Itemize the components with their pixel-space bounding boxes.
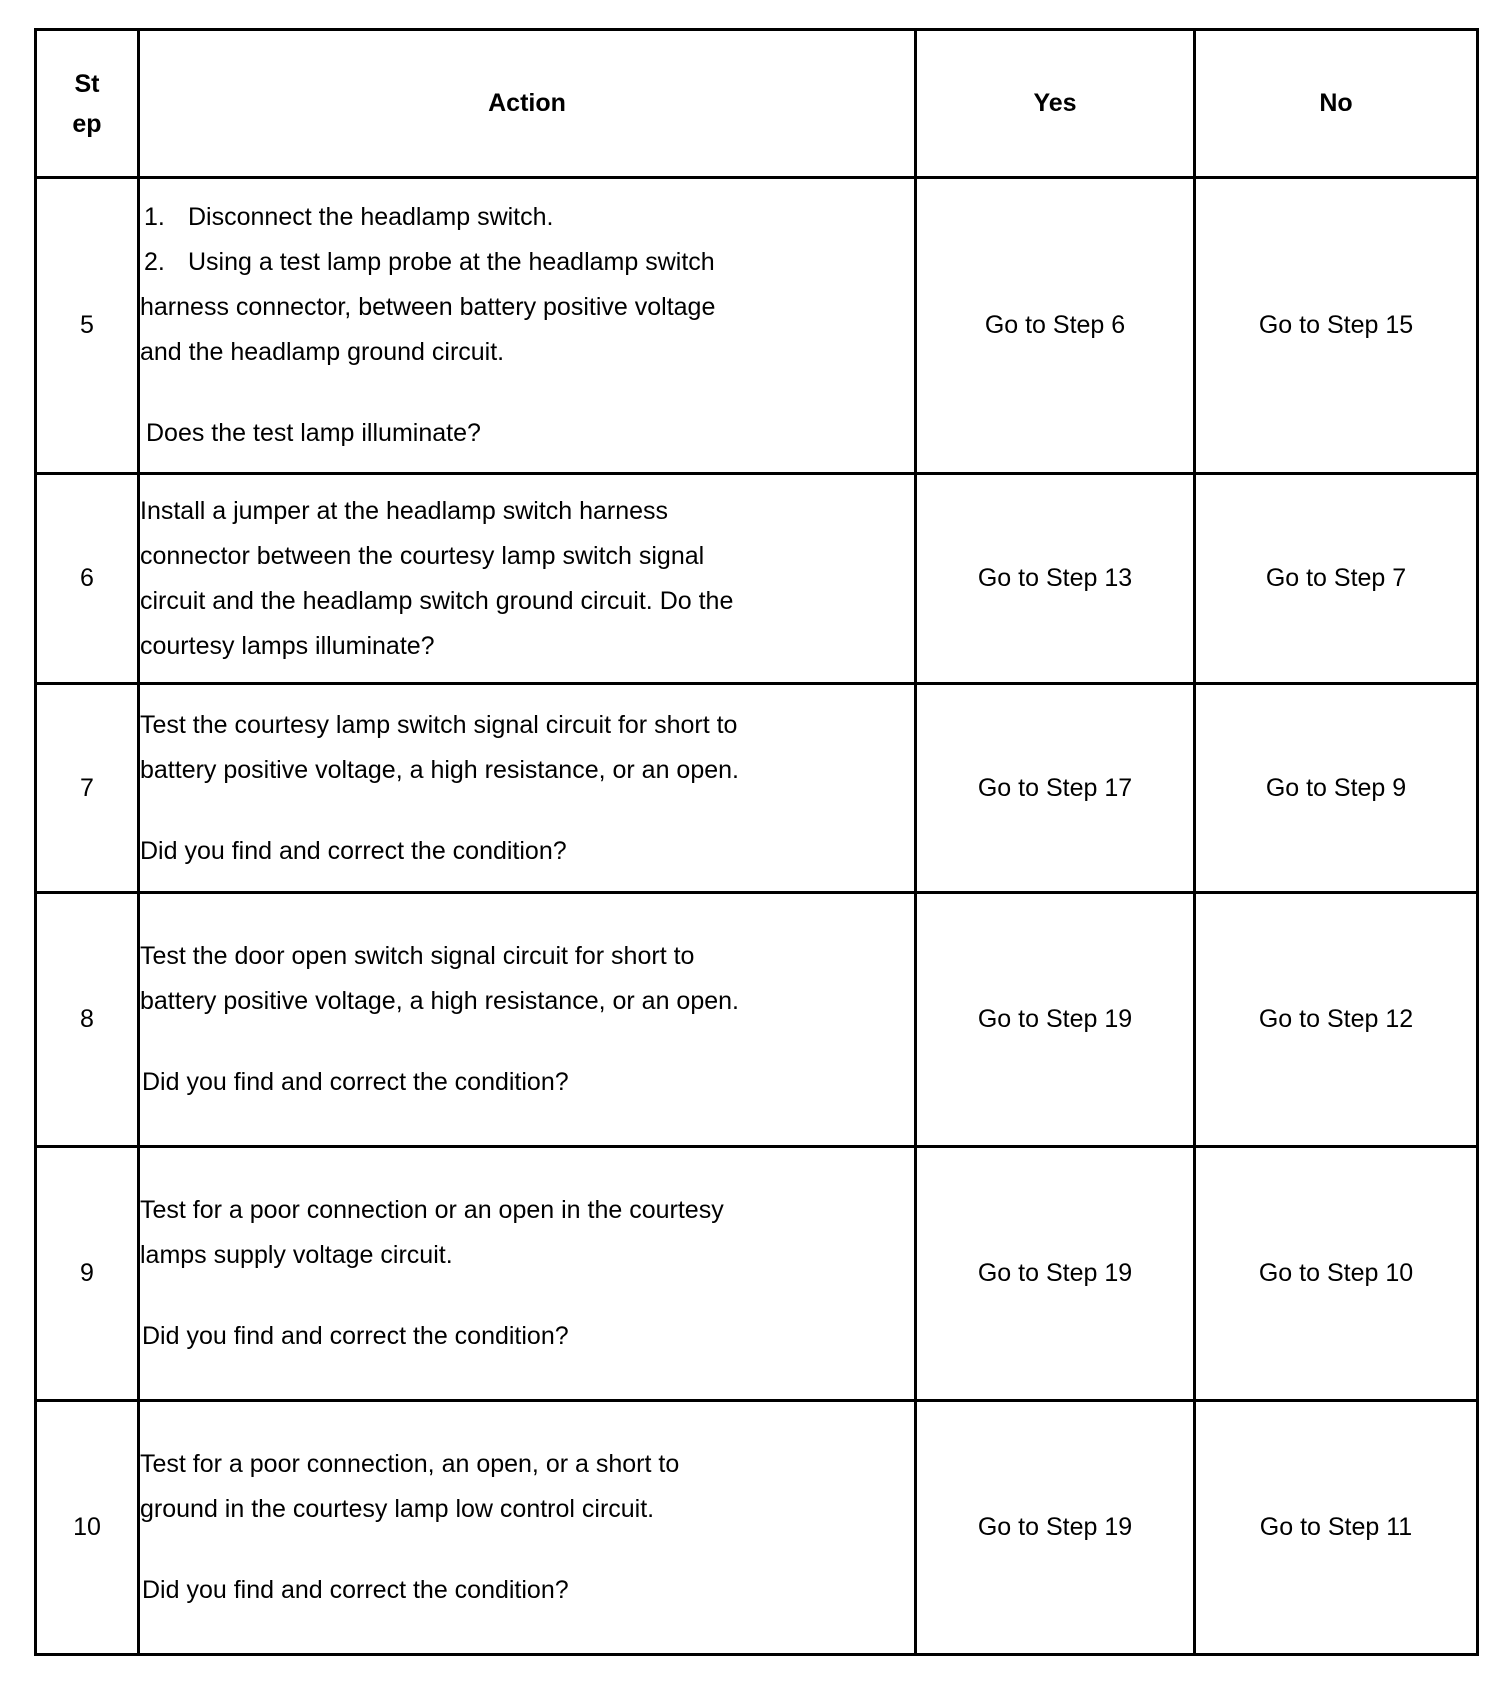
action-cell	[139, 1147, 916, 1401]
action-line: Test for a poor connection, an open, or a short to	[140, 1450, 680, 1478]
table-row	[36, 1147, 1478, 1401]
header-step	[36, 30, 139, 178]
step-number: 8	[36, 893, 139, 1147]
table-row	[36, 893, 1478, 1147]
table-row	[36, 1401, 1478, 1655]
action-line: Test the courtesy lamp switch signal circuit for short to	[140, 710, 738, 739]
step-number: 5	[36, 178, 139, 474]
table-row	[36, 178, 1478, 474]
action-question: Does the test lamp illuminate?	[146, 419, 481, 447]
yes-cell: Go to Step 19	[916, 893, 1195, 1147]
action-cell	[139, 178, 916, 474]
no-cell: Go to Step 11	[1195, 1401, 1478, 1655]
action-list-item: 2. Using a test lamp probe at the headlamp switch	[144, 248, 715, 276]
action-line: harness connector, between battery positive voltage	[140, 293, 716, 321]
action-cell	[139, 474, 916, 684]
header-action: Action	[139, 30, 916, 178]
action-cell	[139, 684, 916, 893]
action-question: Did you find and correct the condition?	[142, 1322, 569, 1350]
diagnostic-table	[34, 28, 1479, 1656]
action-cell	[139, 893, 916, 1147]
action-list-item: 1. Disconnect the headlamp switch.	[144, 203, 554, 231]
header-no: No	[1195, 30, 1478, 178]
action-line: lamps supply voltage circuit.	[140, 1241, 453, 1269]
action-line: Install a jumper at the headlamp switch harness	[140, 496, 669, 525]
step-number: 10	[36, 1401, 139, 1655]
no-cell: Go to Step 9	[1195, 684, 1478, 893]
action-question: Did you find and correct the condition?	[140, 836, 567, 865]
step-number: 6	[36, 474, 139, 684]
header-step-line2: ep	[72, 109, 102, 138]
yes-cell: Go to Step 6	[916, 178, 1195, 474]
no-cell: Go to Step 10	[1195, 1147, 1478, 1401]
action-line: ground in the courtesy lamp low control circuit.	[140, 1495, 655, 1523]
action-line: battery positive voltage, a high resistance, or an open.	[140, 987, 739, 1015]
no-cell: Go to Step 15	[1195, 178, 1478, 474]
action-line: battery positive voltage, a high resistance, or an open.	[140, 755, 739, 784]
action-line: Test for a poor connection or an open in the courtesy	[140, 1196, 724, 1224]
action-question: Did you find and correct the condition?	[142, 1576, 569, 1604]
action-cell	[139, 1401, 916, 1655]
header-yes: Yes	[916, 30, 1195, 178]
action-line: and the headlamp ground circuit.	[140, 338, 505, 366]
step-number: 9	[36, 1147, 139, 1401]
no-cell: Go to Step 12	[1195, 893, 1478, 1147]
yes-cell: Go to Step 17	[916, 684, 1195, 893]
action-line: Test the door open switch signal circuit for short to	[140, 942, 695, 970]
action-question: Did you find and correct the condition?	[142, 1068, 569, 1096]
action-line: connector between the courtesy lamp switch signal	[140, 541, 705, 570]
table-row	[36, 684, 1478, 893]
yes-cell: Go to Step 19	[916, 1401, 1195, 1655]
yes-cell: Go to Step 19	[916, 1147, 1195, 1401]
table-row	[36, 474, 1478, 684]
yes-cell: Go to Step 13	[916, 474, 1195, 684]
action-line: courtesy lamps illuminate?	[140, 631, 435, 660]
action-line: circuit and the headlamp switch ground circuit. Do the	[140, 586, 734, 615]
header-row	[36, 30, 1478, 178]
step-number: 7	[36, 684, 139, 893]
header-step-line1: St	[74, 69, 100, 98]
no-cell: Go to Step 7	[1195, 474, 1478, 684]
